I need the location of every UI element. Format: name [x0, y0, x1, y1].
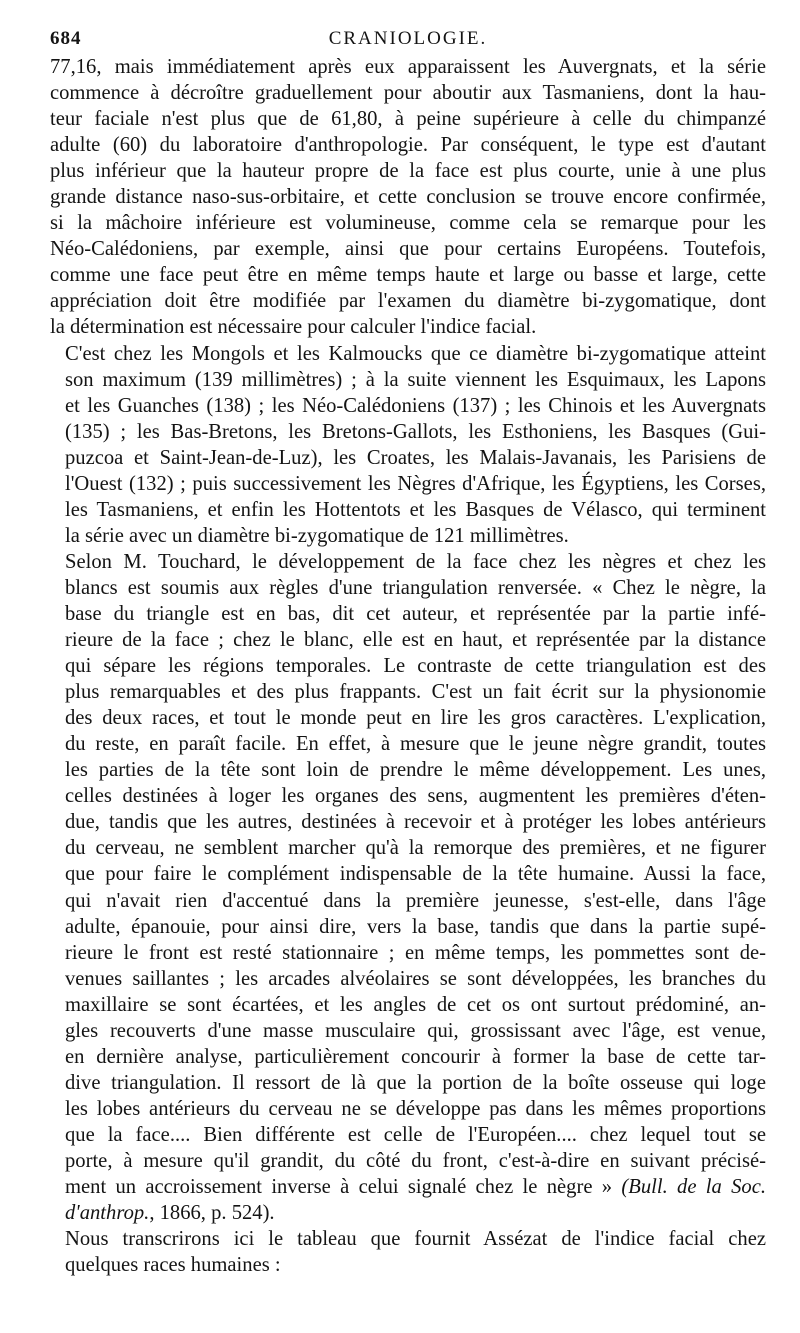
text-line: l'Ouest (132) ; puis successivement les Nègres d'Afrique, les Égyptiens, les Corses, [65, 472, 766, 495]
text-line: les parties de la tête sont loin de prendre le même développement. Les unes, [65, 759, 766, 782]
text-line: du reste, en paraît facile. En effet, à mesure que le jeune nègre grandit, toutes [65, 733, 766, 756]
text-line: que la face.... Bien différente est celle de l'Européen.... chez lequel tout se [65, 1123, 766, 1146]
page-number: 684 [50, 28, 82, 49]
paragraph-2 [50, 341, 766, 549]
text-line: la série avec un diamètre bi-zygomatique de 121 millimètres. [65, 524, 569, 547]
text-line: son maximum (139 millimètres) ; à la suite viennent les Esquimaux, les Lapons [65, 368, 766, 391]
text-line: plus inférieur que la hauteur propre de la face est plus courte, unie à une plus [50, 160, 766, 183]
citation-reference-cont: d'anthrop. [65, 1202, 150, 1225]
text-line: due, tandis que les autres, destinées à recevoir et à protéger les lobes antérieurs [65, 811, 766, 834]
text-line: teur faciale n'est plus que de 61,80, à peine supérieure à celle du chimpanzé [50, 108, 766, 131]
text-line: blancs est soumis aux règles d'une triangulation renversée. « Chez le nègre, la [65, 576, 766, 599]
text-line: les Tasmaniens, et enfin les Hottentots et les Basques de Vélasco, qui terminent [65, 498, 766, 521]
citation-line [50, 1200, 766, 1226]
paragraph-4 [50, 1226, 766, 1278]
citation-line [50, 1174, 766, 1200]
citation-reference: (Bull. de la Soc. [621, 1176, 766, 1199]
text-line: rieure de la face ; chez le blanc, elle est en haut, et représentée par la distance [65, 629, 766, 652]
running-head [50, 28, 766, 52]
text-line: puzcoa et Saint-Jean-de-Luz), les Croates, les Malais-Javanais, les Parisiens de [65, 446, 766, 469]
text-line: base du triangle est en bas, dit cet auteur, et représentée par la partie infé- [65, 602, 766, 625]
text-line: quelques races humaines : [65, 1254, 281, 1277]
text-line: la détermination est nécessaire pour calculer l'indice facial. [50, 316, 537, 339]
text-line: les lobes antérieurs du cerveau ne se développe pas dans les mêmes proportions [65, 1097, 766, 1120]
text-line: qui n'avait rien d'accentué dans la première jeunesse, s'est-elle, dans l'âge [65, 889, 766, 912]
text-line: Selon M. Touchard, le développement de la face chez les nègres et chez les [65, 550, 766, 573]
text-line: du cerveau, ne semblent marcher qu'à la remorque des premières, et ne figurer [65, 837, 766, 860]
text-line: porte, à mesure qu'il grandit, du côté du front, c'est-à-dire en suivant précisé- [65, 1149, 766, 1172]
text-line: commence à décroître graduellement pour aboutir aux Tasmaniens, dont la hau- [50, 82, 766, 105]
text-line: appréciation doit être modifiée par l'examen du diamètre bi-zygomatique, dont [50, 290, 766, 313]
text-line: adulte, épanouie, pour ainsi dire, vers la base, tandis que dans la partie supé- [65, 915, 766, 938]
text-line: (135) ; les Bas-Bretons, les Bretons-Gallots, les Esthoniens, les Basques (Gui- [65, 420, 766, 443]
text-line: 77,16, mais immédiatement après eux apparaissent les Auvergnats, et la série [50, 56, 766, 78]
text-line: qui sépare les régions temporales. Le contraste de cette triangulation est des [65, 655, 766, 678]
text-line: gles recouverts d'une masse musculaire qui, grossissant avec l'âge, est venue, [65, 1019, 766, 1042]
text-line: plus remarquables et des plus frappants. C'est un fait écrit sur la physionomie [65, 681, 766, 704]
text-line: C'est chez les Mongols et les Kalmoucks que ce diamètre bi-zygomatique atteint [65, 342, 766, 365]
text-line: des deux races, et tout le monde peut en lire les gros caractères. L'explication, [65, 707, 766, 730]
text-line: si la mâchoire inférieure est volumineuse, comme cela se remarque pour les [50, 212, 766, 235]
paragraph-3 [50, 549, 766, 1226]
text-line: venues saillantes ; les arcades alvéolaires se sont développées, les branches du [65, 967, 766, 990]
text-line: en dernière analyse, particulièrement concourir à former la base de cette tar- [65, 1045, 766, 1068]
text-line: comme une face peut être en même temps haute et large ou basse et large, cette [50, 264, 766, 287]
text-line: Néo-Calédoniens, par exemple, ainsi que pour certains Européens. Toutefois, [50, 238, 766, 261]
text-line: maxillaire se sont écartées, et les angles de cet os ont surtout prédominé, an- [65, 993, 766, 1016]
running-title: CRANIOLOGIE. [328, 28, 488, 49]
text-line: adulte (60) du laboratoire d'anthropologie. Par conséquent, le type est d'autant [50, 134, 766, 157]
text-line: dive triangulation. Il ressort de là que la portion de la boîte osseuse qui loge [65, 1071, 766, 1094]
paragraph-1 [50, 54, 766, 341]
text-line: et les Guanches (138) ; les Néo-Calédoniens (137) ; les Chinois et les Auvergnats [65, 394, 766, 417]
text-line: Nous transcrirons ici le tableau que fournit Assézat de l'indice facial chez [65, 1228, 766, 1251]
text-line: rieure le front est resté stationnaire ; en même temps, les pommettes sont de- [65, 941, 766, 964]
citation-details: , 1866, p. 524). [149, 1202, 275, 1225]
text-line: grande distance naso-sus-orbitaire, et cette conclusion se trouve encore confirmée, [50, 186, 766, 209]
text-line: que pour faire le complément indispensable de la tête humaine. Aussi la face, [65, 863, 766, 886]
quote-end: ment un accroissement inverse à celui signalé chez le nègre » [65, 1176, 613, 1199]
text-line: celles destinées à loger les organes des sens, augmentent les premières d'éten- [65, 785, 766, 808]
